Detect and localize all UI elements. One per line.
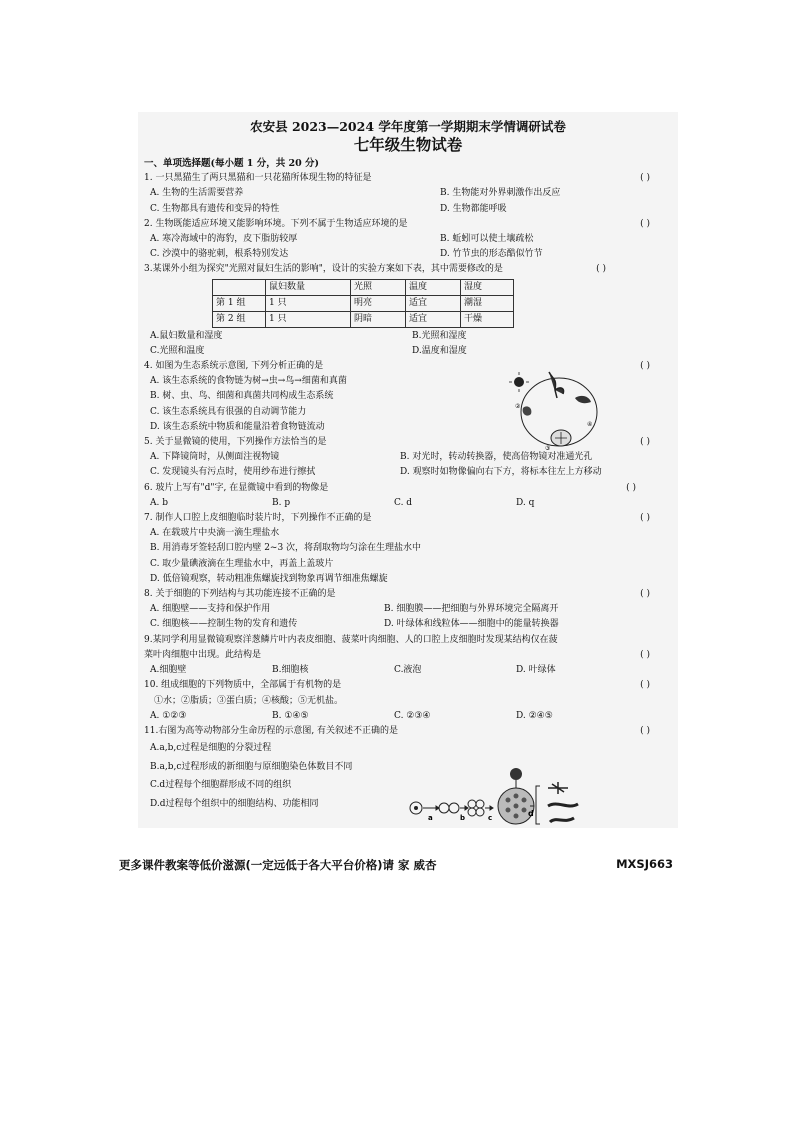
q9-options: A.细胞壁 B.细胞核 C.液泡 D. 叶绿体 xyxy=(150,665,556,676)
q2-options: A. 寒冷海域中的海豹，皮下脂肪较厚 B. 蚯蚓可以使土壤疏松 xyxy=(150,234,534,245)
q10-substance-list: ①水；②脂质；③蛋白质；④核酸；⑤无机盐。 xyxy=(154,695,344,706)
bird-icon xyxy=(575,396,591,403)
tree-icon xyxy=(549,372,564,398)
q10-options: A. ①②③ B. ①④⑤ C. ②③④ D. ②④⑤ xyxy=(150,710,553,721)
table-header-row: 鼠妇数量 光照 温度 湿度 xyxy=(213,279,514,295)
answer-blank: ( ) xyxy=(640,680,650,691)
label-a: a xyxy=(428,814,433,822)
svg-text:③: ③ xyxy=(545,445,551,452)
svg-text:④: ④ xyxy=(587,421,593,428)
connective-tissue-icon xyxy=(550,818,574,822)
table-row: 第 1 组 1 只 明亮 适宜 潮湿 xyxy=(213,295,514,311)
table-row: 第 2 组 1 只 阴暗 适宜 干燥 xyxy=(213,311,514,327)
answer-blank: ( ) xyxy=(640,173,650,184)
exam-subject-title: 七年级生物试卷 xyxy=(353,135,463,154)
promo-code: MXSJ663 xyxy=(616,857,673,871)
question-1: 1. 一只黑猫生了两只黑猫和一只花猫所体现生物的特征是 ( ) xyxy=(144,171,672,186)
q1-options: A. 生物的生活需要营养 B. 生物能对外界刺激作出反应 xyxy=(150,188,561,199)
question-2: 2. 生物既能适应环境又能影响环境。下列不属于生物适应环境的是 ( ) xyxy=(144,217,672,232)
question-3: 3.某课外小组为探究"光照对鼠妇生活的影响"，设计的实验方案如下表，其中需要修改的是 ( ) xyxy=(144,262,672,277)
sun-icon xyxy=(514,377,524,387)
ecosystem-diagram xyxy=(505,368,605,456)
answer-blank: ( ) xyxy=(640,361,650,372)
answer-blank: ( ) xyxy=(626,482,636,493)
answer-blank: ( ) xyxy=(640,725,650,736)
exam-title: 农安县 2023—2024 学年度第一学期期末学情调研试卷 xyxy=(250,119,566,134)
q6-options: A. b B. p C. d D. q xyxy=(150,497,535,508)
promo-text: 更多课件教案等低价滋源(一定远低于各大平台价格)请 家 威杏 xyxy=(119,858,437,872)
question-8: 8. 关于细胞的下列结构与其功能连接不正确的是 ( ) xyxy=(144,587,672,602)
question-5: 5. 关于显微镜的使用，下列操作方法恰当的是 ( ) xyxy=(144,435,672,450)
answer-blank: ( ) xyxy=(596,264,606,275)
question-4: 4. 如图为生态系统示意图, 下列分析正确的是 ( ) xyxy=(144,359,672,374)
question-10: 10. 组成细胞的下列物质中，全部属于有机物的是 ( ) xyxy=(144,678,672,693)
cell-development-diagram xyxy=(408,766,608,828)
question-9: 9.某同学利用显微镜观察洋葱鳞片叶内表皮细胞、菠菜叶肉细胞、人的口腔上皮细胞时发现某结构仅在菠 xyxy=(144,634,558,645)
label-d: d xyxy=(528,809,534,818)
experiment-table xyxy=(212,279,514,328)
q5-options: A. 下降镜筒时，从侧面注视物镜 B. 对光时，转动转换器，使高倍物镜对准通光孔 xyxy=(150,452,593,463)
promo-footer xyxy=(119,857,679,873)
q3-options: A.鼠妇数量和湿度 B.光照和湿度 xyxy=(150,330,467,341)
section-heading: 一、单项选择题(每小题 1 分，共 20 分) xyxy=(144,158,320,169)
exam-document: 农安县 2023—2024 学年度第一学期期末学情调研试卷 七年级生物试卷 一、单项选择题(每小题 1 分，共 20 分) 1. 一只黑猫生了两只黑猫和一只花猫所体现生物的特征是 ( ) A. 生物的生活需要营养 B. 生物能对外界刺激作出反应 C. 生物都具有遗传和变异的特性 D. 生物都能呼吸 2. 生物既能适应环境又能影响环境。下列不属于生物适应环境的是 ( ) A. 寒冷海域中的海豹，皮下脂肪较厚 B. 蚯蚓可以使土壤疏松 C. 沙漠中的骆驼刺，根系特别发达 D. 竹节虫的形态酷似竹节 3.某课外小组为探究"光照对鼠妇生活的影响"，设计的实验方案如下表，其中需要修改的是 ( ) 鼠妇数量 光照 温度 湿度 第 1 组 1 只 明亮 适宜 潮湿 第 2 组 1 只 阴暗 适宜 干燥 A.鼠妇数量和湿度 B.光照和湿度 C.光照和温度 D.温度和湿度 4. 如图为生态系统示意图, 下列分析正确的是 ( ) A. 该生态系统的食物链为树→虫→鸟→细菌和真菌 B. 树、虫、鸟、细菌和真菌共同构成生态系统 C. 该生态系统具有很强的自动调节能力 D. 该生态系统中物质和能量沿着食物链流动 5. 关于显微镜的使用，下列操作方法恰当的是 ( ) A. 下降镜筒时，从侧面注视物镜 B. 对光时，转动转换器，使高倍物镜对准通光孔 C. 发现镜头有污点时，使用纱布进行擦拭 D. 观察时如物像偏向右下方，将标本往左上方移动 6. 玻片上写有"d"字, 在显微镜中看到的物像是 ( ) A. b B. p C. d D. q 7. 制作人口腔上皮细胞临时装片时，下列操作不正确的是 ( ) A. 在载玻片中央滴一滴生理盐水 B. 用消毒牙签轻刮口腔内壁 2~3 次，将刮取物均匀涂在生理盐水中 C. 取少量碘液滴在生理盐水中，再盖上盖玻片 D. 低倍镜观察，转动粗准焦螺旋找到物象再调节细准焦螺旋 8. 关于细胞的下列结构与其功能连接不正确的是 ( ) A. 细胞壁——支持和保护作用 B. 细胞膜——把细胞与外界环境完全隔离开 C. 细胞核——控制生物的发育和遗传 D. 叶绿体和线粒体——细胞中的能量转换器 9.某同学利用显微镜观察洋葱鳞片叶内表皮细胞、菠菜叶肉细胞、人的口腔上皮细胞时发现某结构仅在菠 菜叶肉细胞中出现。此结构是 ( ) A.细胞壁 B.细胞核 C.液泡 D. 叶绿体 10. 组成细胞的下列物质中，全部属于有机物的是 ( ) ①水；②脂质；③蛋白质；④核酸；⑤无机盐。 A. ①②③ B. ①④⑤ C. ②③④ D. ②④⑤ 11.右图为高等动物部分生命历程的示意图, 有关叙述不正确的是 ( ) A.a,b,c过程是细胞的分裂过程 B.a,b,c过程形成的新细胞与原细胞染色体数目不同 C.d过程每个细胞群形成不同的组织 D.d过程每个组织中的细胞结构、功能相同 xyxy=(144,118,672,813)
answer-blank: ( ) xyxy=(640,513,650,524)
label-c: c xyxy=(488,814,493,822)
question-11: 11.右图为高等动物部分生命历程的示意图, 有关叙述不正确的是 ( ) xyxy=(144,724,672,739)
answer-blank: ( ) xyxy=(640,649,650,660)
question-7: 7. 制作人口腔上皮细胞临时装片时，下列操作不正确的是 ( ) xyxy=(144,511,672,526)
insect-icon xyxy=(523,406,532,415)
tissue-cluster-icon xyxy=(510,768,522,780)
nerve-tissue-icon xyxy=(548,782,568,794)
answer-blank: ( ) xyxy=(640,437,650,448)
q8-options: A. 细胞壁——支持和保护作用 B. 细胞膜——把细胞与外界环境完全隔离开 xyxy=(150,604,559,615)
question-6: 6. 玻片上写有"d"字, 在显微镜中看到的物像是 ( ) xyxy=(144,481,672,496)
svg-text:②: ② xyxy=(515,403,521,410)
label-b: b xyxy=(460,814,466,822)
answer-blank: ( ) xyxy=(640,589,650,600)
muscle-tissue-icon xyxy=(548,804,578,806)
answer-blank: ( ) xyxy=(640,218,650,229)
